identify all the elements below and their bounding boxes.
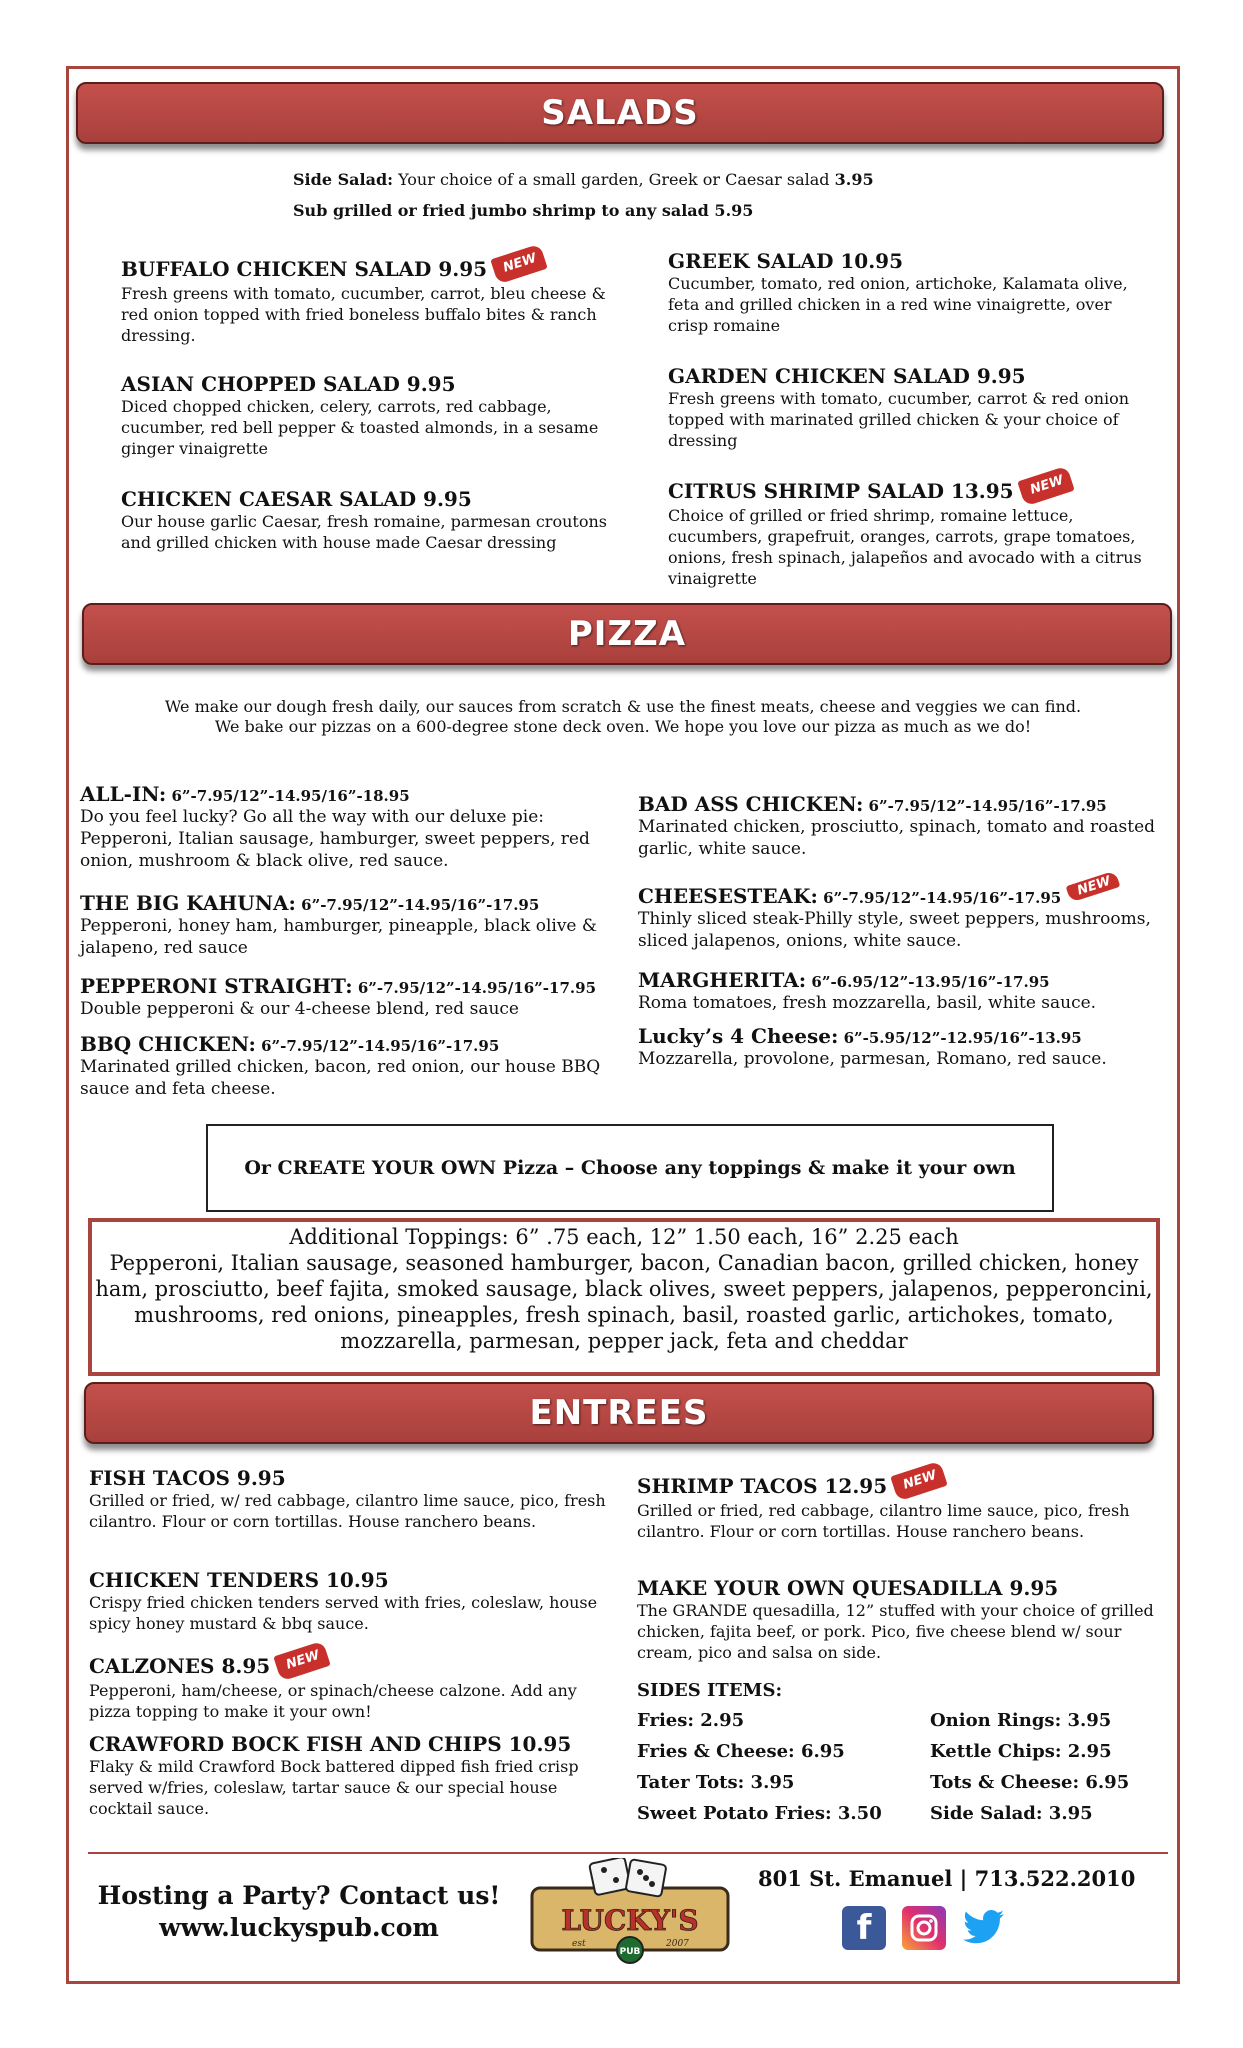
salad-item	[668, 249, 1148, 336]
pizza-desc: Roma tomatoes, fresh mozzarella, basil, white sauce.	[638, 993, 1097, 1013]
logo-est: est	[572, 1939, 586, 1949]
pizza-desc: Pepperoni, honey ham, hamburger, pineapple, black olive & jalapeno, red sauce	[80, 916, 598, 958]
shrimp-sub-line: Sub grilled or fried jumbo shrimp to any salad 5.95	[293, 201, 754, 220]
pizza-title: PEPPERONI STRAIGHT:	[80, 974, 353, 998]
side-salad-text: Your choice of a small garden, Greek or Caesar salad	[393, 170, 835, 189]
pizza-title: BAD ASS CHICKEN:	[638, 792, 864, 816]
side-salad-label: Side Salad:	[293, 170, 394, 189]
pizza-price: 6”-6.95/12”-13.95/16”-17.95	[806, 973, 1050, 991]
logo-pub: PUB	[619, 1947, 641, 1957]
pizza-intro-line: We make our dough fresh daily, our sauces from scratch & use the finest meats, cheese and veggies we can find.	[164, 697, 1082, 716]
sides-grid	[637, 1710, 1130, 1824]
logo-year: 2007	[666, 1939, 689, 1949]
entree-item	[89, 1466, 609, 1532]
side-item: Fries: 2.95	[637, 1710, 745, 1731]
entree-desc: Pepperoni, ham/cheese, or spinach/cheese calzone. Add any pizza topping to make it your own!	[89, 1681, 577, 1721]
side-salad-price: 3.95	[834, 170, 874, 189]
entrees-header: ENTREES	[84, 1382, 1154, 1444]
logo-name: LUCKY'S	[561, 1904, 699, 1937]
instagram-icon[interactable]	[902, 1906, 946, 1950]
salad-item	[121, 372, 609, 459]
salad-desc: Choice of grilled or fried shrimp, romaine lettuce, cucumbers, grapefruit, oranges, carrots, grape tomatoes, onions, fresh spinach, jalapeños and avocado with a citrus vinaigrette	[668, 506, 1142, 588]
salad-desc: Fresh greens with tomato, cucumber, carrot, bleu cheese & red onion topped with fried boneless buffalo bites & ranch dressing.	[121, 284, 606, 345]
luckys-pub-logo	[528, 1858, 732, 1964]
pizza-item	[638, 968, 1158, 1014]
side-item: Kettle Chips: 2.95	[930, 1741, 1112, 1762]
side-item: Onion Rings: 3.95	[930, 1710, 1112, 1731]
new-badge-icon: NEW	[890, 1461, 948, 1502]
salad-desc: Fresh greens with tomato, cucumber, carrot & red onion topped with marinated grilled chicken & your choice of dressing	[668, 389, 1130, 450]
entree-desc: The GRANDE quesadilla, 12” stuffed with your choice of grilled chicken, fajita beef, or pork. Pico, five cheese blend w/ sour cream, pico and salsa on side.	[637, 1601, 1154, 1662]
entree-title: FISH TACOS 9.95	[89, 1466, 286, 1490]
entree-title: MAKE YOUR OWN QUESADILLA 9.95	[637, 1576, 1059, 1600]
entree-item	[89, 1647, 609, 1722]
side-item: Side Salad: 3.95	[930, 1803, 1093, 1824]
pizza-desc: Marinated grilled chicken, bacon, red onion, our house BBQ sauce and feta cheese.	[80, 1057, 601, 1099]
toppings-prices: Additional Toppings: 6” .75 each, 12” 1.50 each, 16” 2.25 each	[289, 1225, 959, 1249]
salad-item	[121, 487, 609, 553]
salad-title: CHICKEN CAESAR SALAD 9.95	[121, 487, 472, 511]
facebook-icon[interactable]: f	[842, 1906, 886, 1950]
pizza-price: 6”-7.95/12”-14.95/16”-17.95	[817, 889, 1062, 907]
salad-title: CITRUS SHRIMP SALAD 13.95	[668, 479, 1014, 503]
pizza-price: 6”-7.95/12”-14.95/16”-18.95	[166, 787, 410, 805]
side-item: Sweet Potato Fries: 3.50	[637, 1803, 882, 1824]
pizza-price: 6”-7.95/12”-14.95/16”-17.95	[863, 797, 1107, 815]
salad-title: ASIAN CHOPPED SALAD 9.95	[121, 372, 456, 396]
entree-item	[89, 1568, 609, 1634]
pizza-item	[638, 873, 1158, 952]
website-link[interactable]: www.luckyspub.com	[159, 1913, 439, 1942]
salad-title: GARDEN CHICKEN SALAD 9.95	[668, 364, 1026, 388]
create-your-own-box: Or CREATE YOUR OWN Pizza – Choose any toppings & make it your own	[206, 1124, 1054, 1212]
pizza-header: PIZZA	[82, 603, 1172, 665]
toppings-list: Pepperoni, Italian sausage, seasoned hamburger, bacon, Canadian bacon, grilled chicken, honey ham, prosciutto, beef fajita, smoked sausage, black olives, sweet peppers, jalapenos, pepperoncini, mushrooms, red onions, pineapples, fresh spinach, basil, roasted garlic, artichokes, tomato, mozzarella, parmesan, pepper jack, feta and cheddar	[95, 1251, 1153, 1353]
pizza-item	[80, 782, 628, 872]
additional-toppings-box	[88, 1218, 1160, 1376]
entree-item	[637, 1576, 1162, 1663]
footer-divider	[88, 1852, 1168, 1854]
pizza-item	[80, 1032, 628, 1100]
entree-desc: Grilled or fried, red cabbage, cilantro lime sauce, pico, fresh cilantro. Flour or corn tortillas. House ranchero beans.	[637, 1501, 1130, 1541]
party-contact	[88, 1880, 510, 1944]
address-phone: 801 St. Emanuel | 713.522.2010	[758, 1866, 1136, 1891]
pizza-item	[638, 792, 1158, 860]
entree-title: CHICKEN TENDERS 10.95	[89, 1568, 389, 1592]
salad-item	[121, 250, 609, 346]
twitter-icon[interactable]	[962, 1906, 1006, 1950]
pizza-item	[80, 974, 640, 1020]
entree-item	[637, 1467, 1162, 1542]
new-badge-icon: NEW	[1066, 870, 1121, 902]
pizza-price: 6”-7.95/12”-14.95/16”-17.95	[295, 896, 540, 914]
entree-item	[89, 1732, 609, 1819]
pizza-item	[80, 891, 628, 959]
side-salad-line	[293, 170, 874, 189]
salads-header: SALADS	[76, 82, 1164, 144]
pizza-price: 6”-7.95/12”-14.95/16”-17.95	[352, 979, 597, 997]
salad-item	[668, 364, 1148, 451]
pizza-intro	[90, 697, 1156, 737]
pizza-title: CHEESESTEAK:	[638, 884, 818, 908]
pizza-desc: Thinly sliced steak-Philly style, sweet peppers, mushrooms, sliced jalapenos, onions, white sauce.	[638, 909, 1151, 951]
pizza-desc: Mozzarella, provolone, parmesan, Romano, red sauce.	[638, 1049, 1107, 1069]
sides-label: SIDES ITEMS:	[637, 1680, 783, 1701]
side-item: Tots & Cheese: 6.95	[930, 1772, 1130, 1793]
side-item: Fries & Cheese: 6.95	[637, 1741, 845, 1762]
pizza-title: ALL-IN:	[80, 782, 167, 806]
social-links	[842, 1906, 1006, 1950]
pizza-price: 6”-5.95/12”-12.95/16”-13.95	[838, 1029, 1082, 1047]
pizza-item	[638, 1024, 1158, 1070]
party-text: Hosting a Party? Contact us!	[97, 1881, 501, 1910]
salad-item	[668, 472, 1148, 589]
entree-desc: Grilled or fried, w/ red cabbage, cilantro lime sauce, pico, fresh cilantro. Flour or corn tortillas. House ranchero beans.	[89, 1491, 606, 1531]
pizza-title: BBQ CHICKEN:	[80, 1032, 256, 1056]
pizza-title: Lucky’s 4 Cheese:	[638, 1024, 839, 1048]
entree-desc: Flaky & mild Crawford Bock battered dipped fish fried crisp served w/fries, coleslaw, tartar sauce & our special house cocktail sauce.	[89, 1757, 579, 1818]
new-badge-icon: NEW	[490, 244, 548, 285]
side-item: Tater Tots: 3.95	[637, 1772, 795, 1793]
salad-desc: Our house garlic Caesar, fresh romaine, parmesan croutons and grilled chicken with house made Caesar dressing	[121, 512, 607, 552]
salad-desc: Cucumber, tomato, red onion, artichoke, Kalamata olive, feta and grilled chicken in a red wine vinaigrette, over crisp romaine	[668, 274, 1128, 335]
pizza-intro-line: We bake our pizzas on a 600-degree stone deck oven. We hope you love our pizza as much as we do!	[214, 717, 1032, 736]
salad-desc: Diced chopped chicken, celery, carrots, red cabbage, cucumber, red bell pepper & toasted almonds, in a sesame ginger vinaigrette	[121, 397, 599, 458]
new-badge-icon: NEW	[273, 1641, 331, 1682]
entree-title: CALZONES 8.95	[89, 1654, 271, 1678]
salad-title: GREEK SALAD 10.95	[668, 249, 904, 273]
entree-desc: Crispy fried chicken tenders served with fries, coleslaw, house spicy honey mustard & bbq sauce.	[89, 1593, 598, 1633]
pizza-desc: Do you feel lucky? Go all the way with our deluxe pie: Pepperoni, Italian sausage, hamburger, sweet peppers, red onion, mushroom & black olive, red sauce.	[80, 807, 590, 871]
pizza-desc: Double pepperoni & our 4-cheese blend, red sauce	[80, 999, 519, 1019]
entree-title: SHRIMP TACOS 12.95	[637, 1474, 888, 1498]
new-badge-icon: NEW	[1017, 466, 1075, 507]
pizza-title: THE BIG KAHUNA:	[80, 891, 296, 915]
pizza-price: 6”-7.95/12”-14.95/16”-17.95	[255, 1037, 500, 1055]
entree-title: CRAWFORD BOCK FISH AND CHIPS 10.95	[89, 1732, 572, 1756]
salad-title: BUFFALO CHICKEN SALAD 9.95	[121, 257, 488, 281]
pizza-desc: Marinated chicken, prosciutto, spinach, tomato and roasted garlic, white sauce.	[638, 817, 1156, 859]
pizza-title: MARGHERITA:	[638, 968, 807, 992]
